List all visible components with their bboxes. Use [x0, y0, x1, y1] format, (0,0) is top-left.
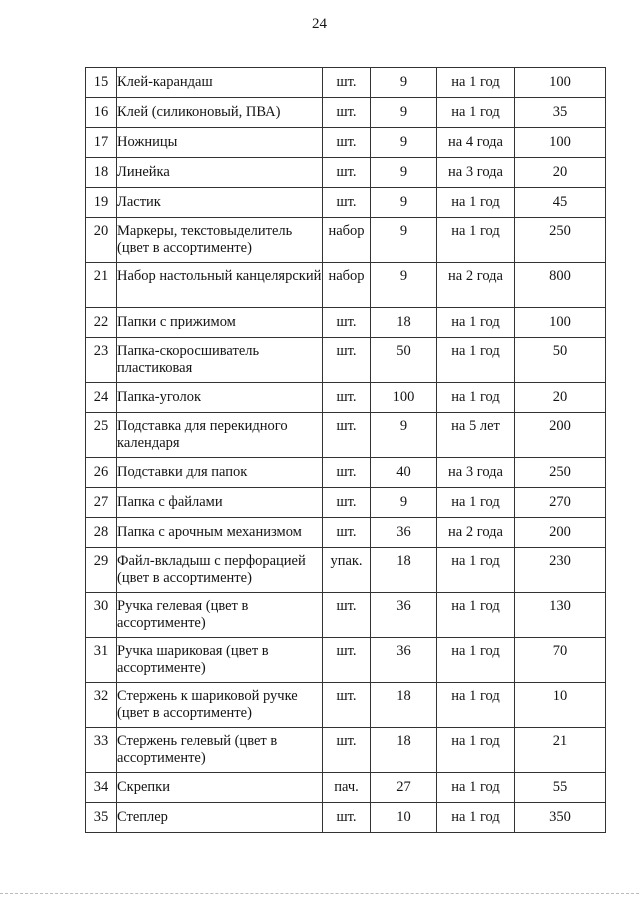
item-name-cell — [117, 773, 323, 803]
item-name-cell — [117, 68, 323, 98]
price: 350 — [549, 809, 571, 825]
period-cell — [437, 458, 515, 488]
item-name-cell — [117, 338, 323, 383]
price-cell — [515, 458, 606, 488]
price: 250 — [549, 223, 571, 239]
unit-cell — [323, 413, 371, 458]
item-name: Клей (силиконовый, ПВА) — [117, 104, 281, 120]
table-row — [86, 638, 606, 683]
price: 55 — [552, 779, 568, 795]
usage-period: на 1 год — [451, 809, 500, 825]
period-cell — [437, 218, 515, 263]
price-cell — [515, 263, 606, 308]
unit: шт. — [336, 74, 357, 90]
period-cell — [437, 263, 515, 308]
usage-period: на 3 года — [448, 464, 503, 480]
page-bottom-divider — [0, 893, 639, 894]
table-row — [86, 518, 606, 548]
unit: упак. — [330, 553, 363, 569]
price: 100 — [549, 314, 571, 330]
row-number: 24 — [93, 389, 109, 405]
row-number-cell — [86, 548, 117, 593]
quantity-cell — [371, 488, 437, 518]
quantity-cell — [371, 638, 437, 683]
row-number-cell — [86, 263, 117, 308]
unit-cell — [323, 98, 371, 128]
row-number: 26 — [93, 464, 109, 480]
table-row — [86, 593, 606, 638]
row-number-cell — [86, 683, 117, 728]
price: 21 — [552, 733, 568, 749]
item-name: Подставка для перекидного календаря — [117, 418, 288, 451]
quantity-cell — [371, 518, 437, 548]
unit-cell — [323, 638, 371, 683]
quantity: 9 — [399, 194, 408, 210]
price-cell — [515, 728, 606, 773]
item-name: Подставки для папок — [117, 464, 248, 480]
price-cell — [515, 593, 606, 638]
item-name: Файл-вкладыш с перфорацией (цвет в ассортименте) — [117, 553, 306, 586]
unit-cell — [323, 308, 371, 338]
row-number-cell — [86, 98, 117, 128]
item-name: Ручка гелевая (цвет в ассортименте) — [117, 598, 249, 631]
table-row — [86, 98, 606, 128]
price-cell — [515, 218, 606, 263]
unit: шт. — [336, 314, 357, 330]
price: 35 — [552, 104, 568, 120]
price-cell — [515, 128, 606, 158]
row-number-cell — [86, 773, 117, 803]
row-number-cell — [86, 218, 117, 263]
usage-period: на 1 год — [451, 688, 500, 704]
price-cell — [515, 773, 606, 803]
usage-period: на 1 год — [451, 74, 500, 90]
item-name-cell — [117, 683, 323, 728]
usage-period: на 1 год — [451, 343, 500, 359]
quantity-cell — [371, 383, 437, 413]
row-number-cell — [86, 383, 117, 413]
price-cell — [515, 683, 606, 728]
unit: шт. — [336, 464, 357, 480]
quantity-cell — [371, 548, 437, 593]
quantity-cell — [371, 773, 437, 803]
table-row — [86, 803, 606, 833]
item-name-cell — [117, 548, 323, 593]
table-row — [86, 728, 606, 773]
row-number: 28 — [93, 524, 109, 540]
item-name-cell — [117, 98, 323, 128]
price: 230 — [549, 553, 571, 569]
quantity: 10 — [396, 809, 411, 825]
row-number: 20 — [93, 223, 109, 239]
period-cell — [437, 773, 515, 803]
unit: шт. — [336, 598, 357, 614]
row-number: 29 — [93, 553, 109, 569]
item-name: Степлер — [117, 809, 168, 825]
price-cell — [515, 308, 606, 338]
unit: шт. — [336, 164, 357, 180]
price-cell — [515, 803, 606, 833]
item-name: Папка с файлами — [117, 494, 223, 510]
item-name-cell — [117, 383, 323, 413]
item-name-cell — [117, 413, 323, 458]
table-row — [86, 338, 606, 383]
item-name: Клей-карандаш — [117, 74, 213, 90]
quantity-cell — [371, 218, 437, 263]
unit-cell — [323, 593, 371, 638]
unit-cell — [323, 683, 371, 728]
item-name: Стержень к шариковой ручке (цвет в ассортименте) — [117, 688, 298, 721]
table-row — [86, 773, 606, 803]
row-number: 23 — [93, 343, 109, 359]
period-cell — [437, 338, 515, 383]
price-cell — [515, 548, 606, 593]
unit-cell — [323, 383, 371, 413]
usage-period: на 2 года — [448, 524, 503, 540]
price: 45 — [552, 194, 568, 210]
usage-period: на 2 года — [448, 268, 503, 284]
quantity-cell — [371, 413, 437, 458]
unit-cell — [323, 488, 371, 518]
unit: набор — [328, 268, 365, 284]
row-number: 25 — [93, 418, 109, 434]
period-cell — [437, 728, 515, 773]
quantity: 40 — [396, 464, 411, 480]
unit-cell — [323, 773, 371, 803]
period-cell — [437, 638, 515, 683]
table-row — [86, 548, 606, 593]
price: 100 — [549, 134, 571, 150]
price-cell — [515, 68, 606, 98]
row-number-cell — [86, 128, 117, 158]
quantity-cell — [371, 128, 437, 158]
quantity: 36 — [396, 598, 411, 614]
unit: шт. — [336, 134, 357, 150]
quantity: 9 — [399, 134, 408, 150]
item-name: Папки с прижимом — [117, 314, 236, 330]
usage-period: на 1 год — [451, 194, 500, 210]
period-cell — [437, 98, 515, 128]
unit: шт. — [336, 389, 357, 405]
unit: шт. — [336, 643, 357, 659]
unit: шт. — [336, 524, 357, 540]
usage-period: на 1 год — [451, 553, 500, 569]
price: 20 — [552, 164, 568, 180]
period-cell — [437, 308, 515, 338]
price: 200 — [549, 524, 571, 540]
period-cell — [437, 683, 515, 728]
unit-cell — [323, 458, 371, 488]
item-name-cell — [117, 158, 323, 188]
table-row — [86, 458, 606, 488]
unit: шт. — [336, 688, 357, 704]
price-cell — [515, 158, 606, 188]
unit-cell — [323, 188, 371, 218]
period-cell — [437, 128, 515, 158]
quantity-cell — [371, 458, 437, 488]
item-name: Стержень гелевый (цвет в ассортименте) — [117, 733, 278, 766]
item-name: Скрепки — [117, 779, 170, 795]
price-cell — [515, 383, 606, 413]
quantity: 36 — [396, 643, 411, 659]
unit-cell — [323, 128, 371, 158]
item-name-cell — [117, 188, 323, 218]
table-row — [86, 683, 606, 728]
usage-period: на 5 лет — [451, 418, 500, 434]
quantity: 18 — [396, 688, 411, 704]
usage-period: на 1 год — [451, 314, 500, 330]
usage-period: на 1 год — [451, 779, 500, 795]
row-number: 31 — [93, 643, 109, 659]
period-cell — [437, 413, 515, 458]
quantity-cell — [371, 683, 437, 728]
row-number: 17 — [93, 134, 109, 150]
period-cell — [437, 488, 515, 518]
table-row — [86, 383, 606, 413]
price-cell — [515, 638, 606, 683]
unit: шт. — [336, 809, 357, 825]
item-name-cell — [117, 593, 323, 638]
item-name-cell — [117, 488, 323, 518]
unit-cell — [323, 803, 371, 833]
unit: пач. — [334, 779, 359, 795]
price: 100 — [549, 74, 571, 90]
item-name: Ножницы — [117, 134, 178, 150]
table-row — [86, 413, 606, 458]
quantity: 9 — [399, 74, 408, 90]
usage-period: на 1 год — [451, 733, 500, 749]
table-row — [86, 488, 606, 518]
row-number: 22 — [93, 314, 109, 330]
item-name: Папка с арочным механизмом — [117, 524, 302, 540]
price: 800 — [549, 268, 571, 284]
row-number-cell — [86, 308, 117, 338]
item-name: Папка-скоросшиватель пластиковая — [117, 343, 260, 376]
quantity: 27 — [396, 779, 411, 795]
quantity: 9 — [399, 268, 408, 284]
item-name-cell — [117, 263, 323, 308]
usage-period: на 1 год — [451, 223, 500, 239]
quantity: 9 — [399, 494, 408, 510]
quantity-cell — [371, 728, 437, 773]
usage-period: на 4 года — [448, 134, 503, 150]
price-cell — [515, 98, 606, 128]
row-number-cell — [86, 413, 117, 458]
price: 50 — [552, 343, 568, 359]
unit-cell — [323, 728, 371, 773]
item-name: Ручка шариковая (цвет в ассортименте) — [117, 643, 269, 676]
price: 10 — [552, 688, 568, 704]
period-cell — [437, 803, 515, 833]
unit: шт. — [336, 194, 357, 210]
item-name-cell — [117, 518, 323, 548]
item-name-cell — [117, 728, 323, 773]
period-cell — [437, 548, 515, 593]
row-number: 30 — [93, 598, 109, 614]
period-cell — [437, 188, 515, 218]
item-name: Набор настольный канцелярский — [117, 268, 322, 284]
quantity: 9 — [399, 104, 408, 120]
usage-period: на 1 год — [451, 494, 500, 510]
unit-cell — [323, 158, 371, 188]
unit: шт. — [336, 494, 357, 510]
usage-period: на 1 год — [451, 104, 500, 120]
unit: шт. — [336, 343, 357, 359]
quantity: 9 — [399, 223, 408, 239]
quantity-cell — [371, 338, 437, 383]
period-cell — [437, 68, 515, 98]
page-number: 24 — [312, 16, 327, 32]
row-number: 19 — [93, 194, 109, 210]
row-number: 18 — [93, 164, 109, 180]
row-number-cell — [86, 338, 117, 383]
price: 250 — [549, 464, 571, 480]
row-number-cell — [86, 68, 117, 98]
quantity: 100 — [392, 389, 415, 405]
row-number-cell — [86, 803, 117, 833]
row-number: 16 — [93, 104, 109, 120]
table-row — [86, 188, 606, 218]
unit-cell — [323, 548, 371, 593]
table-row — [86, 218, 606, 263]
price-cell — [515, 518, 606, 548]
quantity-cell — [371, 68, 437, 98]
quantity: 18 — [396, 314, 411, 330]
period-cell — [437, 518, 515, 548]
row-number-cell — [86, 593, 117, 638]
quantity: 9 — [399, 164, 408, 180]
usage-period: на 1 год — [451, 598, 500, 614]
table-row — [86, 158, 606, 188]
item-name: Маркеры, текстовыделитель (цвет в ассортименте) — [117, 223, 293, 256]
row-number-cell — [86, 518, 117, 548]
unit-cell — [323, 218, 371, 263]
row-number-cell — [86, 158, 117, 188]
quantity: 18 — [396, 553, 411, 569]
quantity-cell — [371, 308, 437, 338]
row-number: 33 — [93, 733, 109, 749]
item-name: Папка-уголок — [117, 389, 201, 405]
row-number: 15 — [93, 74, 109, 90]
unit: шт. — [336, 104, 357, 120]
period-cell — [437, 593, 515, 638]
supplies-table — [85, 67, 606, 833]
row-number-cell — [86, 488, 117, 518]
item-name-cell — [117, 803, 323, 833]
usage-period: на 1 год — [451, 643, 500, 659]
period-cell — [437, 158, 515, 188]
quantity-cell — [371, 98, 437, 128]
unit: шт. — [336, 733, 357, 749]
unit-cell — [323, 263, 371, 308]
quantity-cell — [371, 803, 437, 833]
period-cell — [437, 383, 515, 413]
price: 20 — [552, 389, 568, 405]
unit: набор — [328, 223, 365, 239]
quantity-cell — [371, 593, 437, 638]
unit-cell — [323, 518, 371, 548]
item-name-cell — [117, 218, 323, 263]
price: 200 — [549, 418, 571, 434]
usage-period: на 3 года — [448, 164, 503, 180]
table-row — [86, 308, 606, 338]
row-number: 21 — [93, 268, 109, 284]
usage-period: на 1 год — [451, 389, 500, 405]
table-row — [86, 128, 606, 158]
row-number: 32 — [93, 688, 109, 704]
quantity: 36 — [396, 524, 411, 540]
item-name-cell — [117, 638, 323, 683]
item-name-cell — [117, 128, 323, 158]
quantity-cell — [371, 158, 437, 188]
item-name-cell — [117, 458, 323, 488]
price: 270 — [549, 494, 571, 510]
row-number-cell — [86, 458, 117, 488]
row-number-cell — [86, 188, 117, 218]
unit-cell — [323, 68, 371, 98]
quantity: 50 — [396, 343, 411, 359]
quantity: 18 — [396, 733, 411, 749]
item-name: Линейка — [117, 164, 170, 180]
quantity: 9 — [399, 418, 408, 434]
unit-cell — [323, 338, 371, 383]
quantity-cell — [371, 263, 437, 308]
price: 130 — [549, 598, 571, 614]
item-name: Ластик — [117, 194, 161, 210]
price: 70 — [552, 643, 568, 659]
table-row — [86, 68, 606, 98]
row-number-cell — [86, 638, 117, 683]
row-number: 35 — [93, 809, 109, 825]
unit: шт. — [336, 418, 357, 434]
price-cell — [515, 188, 606, 218]
price-cell — [515, 413, 606, 458]
price-cell — [515, 338, 606, 383]
quantity-cell — [371, 188, 437, 218]
row-number: 27 — [93, 494, 109, 510]
row-number: 34 — [93, 779, 109, 795]
price-cell — [515, 488, 606, 518]
table-row — [86, 263, 606, 308]
row-number-cell — [86, 728, 117, 773]
item-name-cell — [117, 308, 323, 338]
